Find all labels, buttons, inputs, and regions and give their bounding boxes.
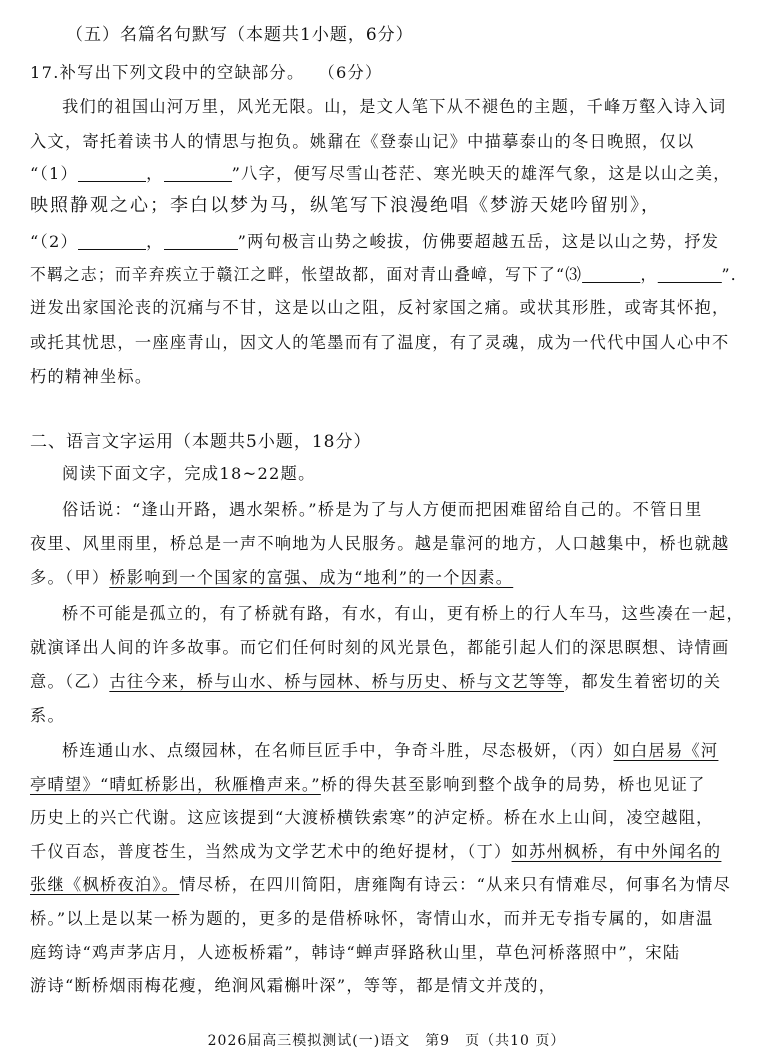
- question-17-title: [30, 62, 383, 84]
- answer-blank-2b[interactable]: [164, 233, 238, 250]
- passage-p3-line-1: [62, 740, 718, 762]
- passage-p1-line-1: 俗话说：“逢山开路，遇水架桥。”桥是为了与人方便而把困难留给自己的。不管日里: [62, 500, 703, 519]
- question-17-score: （6分）: [318, 63, 383, 82]
- passage-p2-line-2: 就演译出人间的许多故事。而它们任何时刻的风光景色，都能引起人们的深思瞑想、诗情画: [30, 638, 730, 657]
- marker-jia: 多。（甲）: [30, 568, 110, 587]
- marker-yi: 意。（乙）: [30, 672, 110, 691]
- answer-blank-1a[interactable]: [78, 165, 146, 182]
- passage-p2-line-1: 桥不可能是孤立的，有了桥就有路，有水，有山，更有桥上的行人车马，这些凑在一起，: [62, 604, 745, 623]
- underlined-sentence-bing-2: 亭晴望》“晴虹桥影出，秋雁橹声来。”: [30, 775, 321, 794]
- passage-p3-line-5-rest: 情尽桥，在四川简阳，唐雍陶有诗云：“从来只有情难尽，何事名为情尽: [179, 875, 731, 894]
- q17-line-4: 映照静观之心；李白以梦为马，纵笔写下浪漫绝唱《梦游天姥吟留别》，: [30, 195, 661, 216]
- underlined-sentence-ding-1: 如苏州枫桥，有中外闻名的: [511, 842, 722, 861]
- passage-p2-line-4: 系。: [30, 706, 65, 725]
- blank-2-label: “（2）: [30, 232, 79, 251]
- section-two-title: 二、语言文字运用（本题共5小题，18分）: [30, 432, 372, 452]
- underlined-sentence-bing-1: 如白居易《河: [613, 741, 719, 760]
- underlined-sentence-ding-2: 张继《枫桥夜泊》。: [30, 875, 180, 894]
- passage-p3-line-7: 庭筠诗“鸡声茅店月，人迹板桥霜”，韩诗“蝉声驿路秋山里，草色河桥落照中”，宋陆: [30, 943, 681, 962]
- passage-p2-line-3-rest: ，都发生着密切的关: [564, 672, 722, 691]
- answer-blank-1b[interactable]: [164, 165, 232, 182]
- passage-p3-line-1-start: 桥连通山水、点缀园林，在名师巨匠手中，争奇斗胜，尽态极妍，（丙）: [62, 741, 614, 760]
- blank-2-separator: ，: [146, 232, 164, 251]
- q17-line-9: 朽的精神坐标。: [30, 367, 153, 386]
- passage-p3-line-4: [30, 841, 721, 863]
- q17-line-5: [30, 231, 719, 253]
- passage-p3-line-4-start: 千仪百态，普度苍生，当然成为文学艺术中的绝好提材，（丁）: [30, 842, 512, 861]
- answer-blank-3a[interactable]: [582, 266, 640, 283]
- passage-p1-line-3: [30, 567, 513, 589]
- answer-blank-2a[interactable]: [78, 233, 146, 250]
- passage-p3-line-5: [30, 874, 731, 896]
- q17-line-7: 迸发出家国沦丧的沉痛与不甘，这是以山之阻，反衬家国之痛。或状其形胜，或寄其怀抱，: [30, 298, 730, 317]
- answer-blank-3b[interactable]: [657, 266, 721, 283]
- q17-line-5-rest: ”两句极言山势之峻拔，仿佛要超越五岳，这是以山之势，抒发: [237, 232, 720, 251]
- passage-p3-line-3: 历史上的兴亡代谢。这应该提到“大渡桥横铁索寒”的泸定桥。桥在水上山间，凌空越阻，: [30, 808, 714, 827]
- q17-line-6-end: ”．: [721, 265, 748, 284]
- section-five-title: （五）名篇名句默写（本题共1小题，6分）: [66, 25, 414, 45]
- q17-line-3: [30, 163, 731, 185]
- underlined-sentence-jia: 桥影响到一个国家的富强、成为“地利”的一个因素。: [109, 568, 514, 587]
- underlined-sentence-yi: 古往今来，桥与山水、桥与园林、桥与历史、桥与文艺等等: [109, 672, 565, 691]
- blank-3-separator: ，: [640, 265, 658, 284]
- passage-p3-line-6: 桥。”以上是以某一桥为题的，更多的是借桥咏怀，寄情山水，而并无专指专属的，如唐温: [30, 909, 714, 928]
- q17-line-2: 入文，寄托着读书人的情思与抱负。姚鼐在《登泰山记》中描摹泰山的冬日晚照，仅以: [30, 132, 695, 151]
- question-17-text: 17.补写出下列文段中的空缺部分。: [30, 63, 305, 82]
- q17-line-1: 我们的祖国山河万里，风光无限。山，是文人笔下从不褪色的主题，千峰万壑入诗入词: [62, 97, 727, 116]
- blank-1-label: “（1）: [30, 164, 79, 183]
- q17-line-3-rest: ”八字，便写尽雪山苍茫、寒光映天的雄浑气象，这是以山之美，: [231, 164, 731, 183]
- reading-instruction: 阅读下面文字，完成18~22题。: [62, 464, 316, 483]
- passage-p3-line-2: [30, 774, 706, 796]
- passage-p3-line-8: 游诗“断桥烟雨梅花瘦，绝涧风霜槲叶深”，等等，都是情文并茂的，: [30, 976, 557, 995]
- passage-p3-line-2-rest: 桥的得失甚至影响到整个战争的局势，桥也见证了: [320, 775, 706, 794]
- passage-p2-line-3: [30, 671, 721, 693]
- q17-line-8: 或托其忧思，一座座青山，因文人的笔墨而有了温度，有了灵魂，成为一代代中国人心中不: [30, 333, 730, 352]
- q17-line-6-start: 不羁之志；而辛弃疾立于赣江之畔，怅望故都，面对青山叠嶂，写下了“⑶: [30, 265, 583, 284]
- blank-1-separator: ，: [146, 164, 164, 183]
- passage-p1-line-2: 夜里、风里雨里，桥总是一声不响地为人民服务。越是靠河的地方，人口越集中，桥也就越: [30, 534, 730, 553]
- page-footer: 2026届高三模拟测试(一)语文 第9 页（共10 页）: [207, 1033, 566, 1049]
- q17-line-6: [30, 264, 748, 286]
